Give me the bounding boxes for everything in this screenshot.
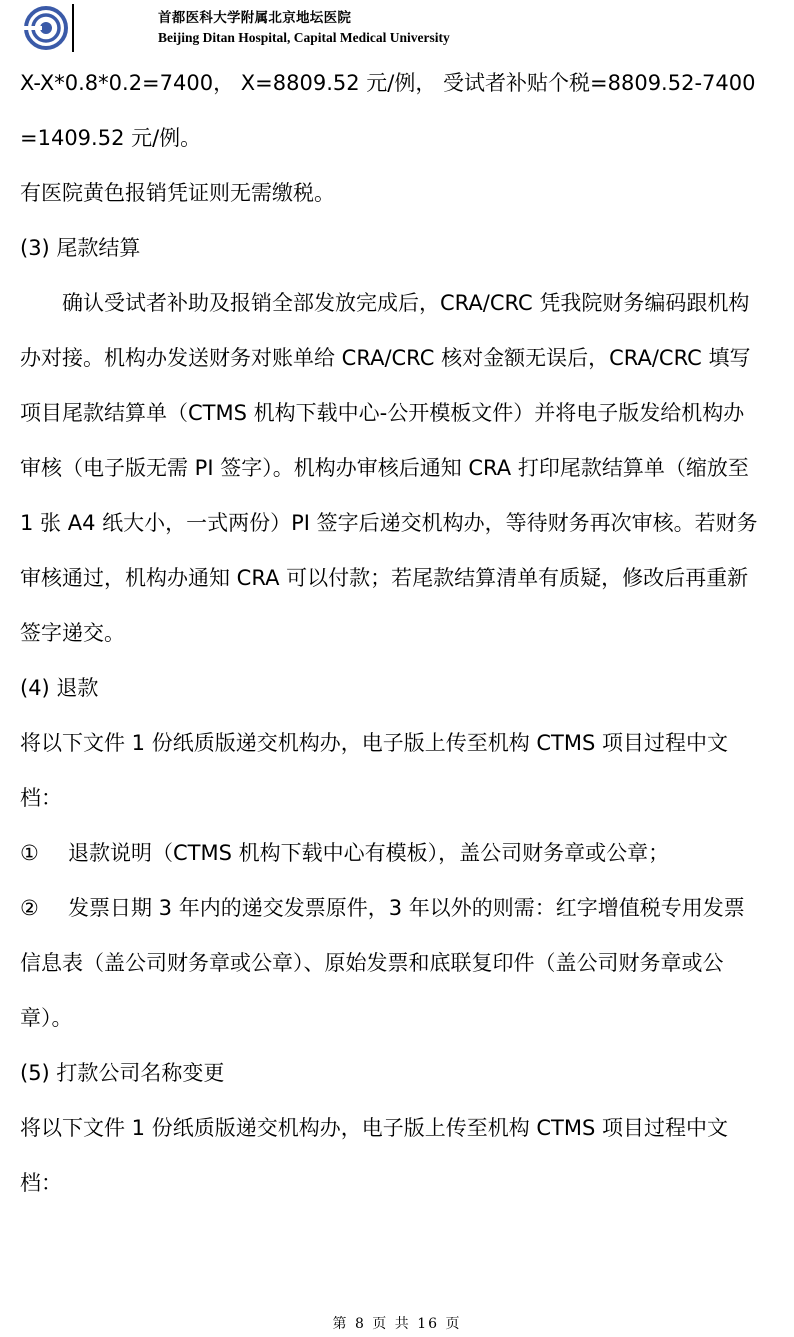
- document-body: [20, 56, 760, 1211]
- list-item-invoice: [20, 881, 760, 1046]
- paragraph-company-name-change: 将以下文件 1 份纸质版递交机构办，电子版上传至机构 CTMS 项目过程中文档：: [20, 1116, 728, 1195]
- list-item-refund-explanation: [20, 826, 760, 881]
- paragraph-refund-docs: 将以下文件 1 份纸质版递交机构办，电子版上传至机构 CTMS 项目过程中文档：: [20, 731, 728, 810]
- list-item-text: 退款说明（CTMS 机构下载中心有模板），盖公司财务章或公章；: [68, 841, 670, 865]
- hospital-logo-icon: [22, 4, 74, 52]
- section-heading-final-settlement: (3) 尾款结算: [20, 236, 141, 260]
- paragraph-tax-calc: X-X*0.8*0.2=7400， X=8809.52 元/例， 受试者补贴个税=8809.52-7400=1409.52 元/例。: [20, 71, 756, 150]
- page-header: [22, 4, 782, 52]
- page-number: 第 8 页 共 16 页: [332, 1316, 462, 1332]
- paragraph-final-settlement: 确认受试者补助及报销全部发放完成后，CRA/CRC 凭我院财务编码跟机构办对接。机构办发送财务对账单给 CRA/CRC 核对金额无误后，CRA/CRC 填写项目尾款结算单（CTMS 机构下载中心-公开模板文件）并将电子版发给机构办审核（电子版无需 PI 签字）。机构办审核后通知 CRA 打印尾款结算单（缩放至 1 张 A4 纸大小，一式两份）PI 签字后递交机构办，等待财务再次审核。若财务审核通过，机构办通知 CRA 可以付款；若尾款结算清单有质疑，修改后再重新签字递交。: [20, 291, 758, 645]
- list-marker: ②: [20, 896, 39, 920]
- section-heading-company-name-change: (5) 打款公司名称变更: [20, 1061, 225, 1085]
- section-heading-refund: (4) 退款: [20, 676, 99, 700]
- list-marker: ①: [20, 841, 39, 865]
- list-item-text: 发票日期 3 年内的递交发票原件，3 年以外的则需：红字增值税专用发票信息表（盖公司财务章或公章）、原始发票和底联复印件（盖公司财务章或公章）。: [20, 896, 745, 1030]
- paragraph-tax-note: 有医院黄色报销凭证则无需缴税。: [20, 181, 335, 205]
- header-title-en: Beijing Ditan Hospital, Capital Medical University: [158, 30, 450, 45]
- header-title-cn: 首都医科大学附属北京地坛医院: [158, 10, 352, 26]
- header-text: [158, 8, 450, 48]
